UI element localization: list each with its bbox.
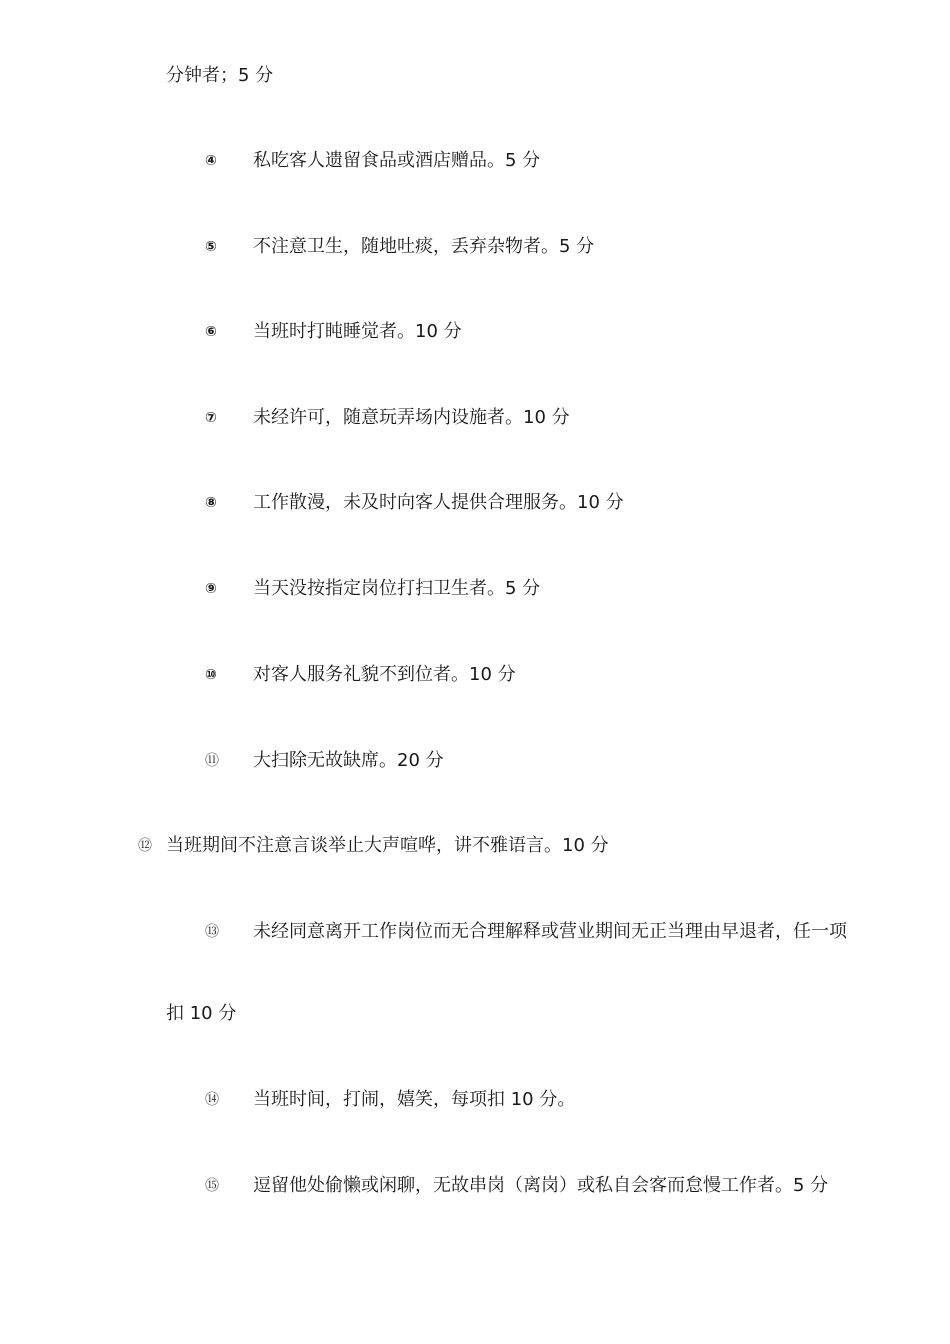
item-marker: ⑨ <box>205 581 217 597</box>
rule-item-text: 逗留他处偷懒或闲聊，无故串岗（离岗）或私自会客而怠慢工作者。5 分 <box>253 1175 829 1196</box>
rule-item-text: 当天没按指定岗位打扫卫生者。5 分 <box>253 578 541 599</box>
rule-item-text: 当班时间，打闹，嬉笑，每项扣 10 分。 <box>253 1089 576 1110</box>
rule-item-text: 对客人服务礼貌不到位者。10 分 <box>253 664 516 685</box>
rule-item-text: 当班时打盹睡觉者。10 分 <box>253 321 462 342</box>
item-marker: ⑤ <box>205 239 217 255</box>
item-marker: ⑪ <box>205 753 219 769</box>
rule-item-text: 工作散漫，未及时向客人提供合理服务。10 分 <box>253 492 624 513</box>
item-marker: ⑥ <box>205 324 217 340</box>
continuation-text: 扣 10 分 <box>166 1003 237 1024</box>
rule-item-text: 当班期间不注意言谈举止大声喧哗，讲不雅语言。10 分 <box>166 835 609 856</box>
item-marker: ⑦ <box>205 410 217 426</box>
rule-item-text: 大扫除无故缺席。20 分 <box>253 750 444 771</box>
item-marker: ⑭ <box>205 1092 219 1108</box>
item-marker: ⑬ <box>205 924 219 940</box>
item-marker: ⑮ <box>205 1178 219 1194</box>
item-marker: ⑫ <box>138 838 152 854</box>
item-marker: ⑧ <box>205 495 217 511</box>
rule-item-text: 私吃客人遗留食品或酒店赠品。5 分 <box>253 150 541 171</box>
rule-item-text: 不注意卫生，随地吐痰，丢弃杂物者。5 分 <box>253 236 595 257</box>
rule-item-text: 未经同意离开工作岗位而无合理解释或营业期间无正当理由早退者，任一项 <box>253 921 847 942</box>
rule-item-text: 未经许可，随意玩弄场内设施者。10 分 <box>253 407 570 428</box>
item-marker: ⑩ <box>205 667 217 683</box>
continuation-text: 分钟者；5 分 <box>166 65 274 86</box>
item-marker: ④ <box>205 153 217 169</box>
